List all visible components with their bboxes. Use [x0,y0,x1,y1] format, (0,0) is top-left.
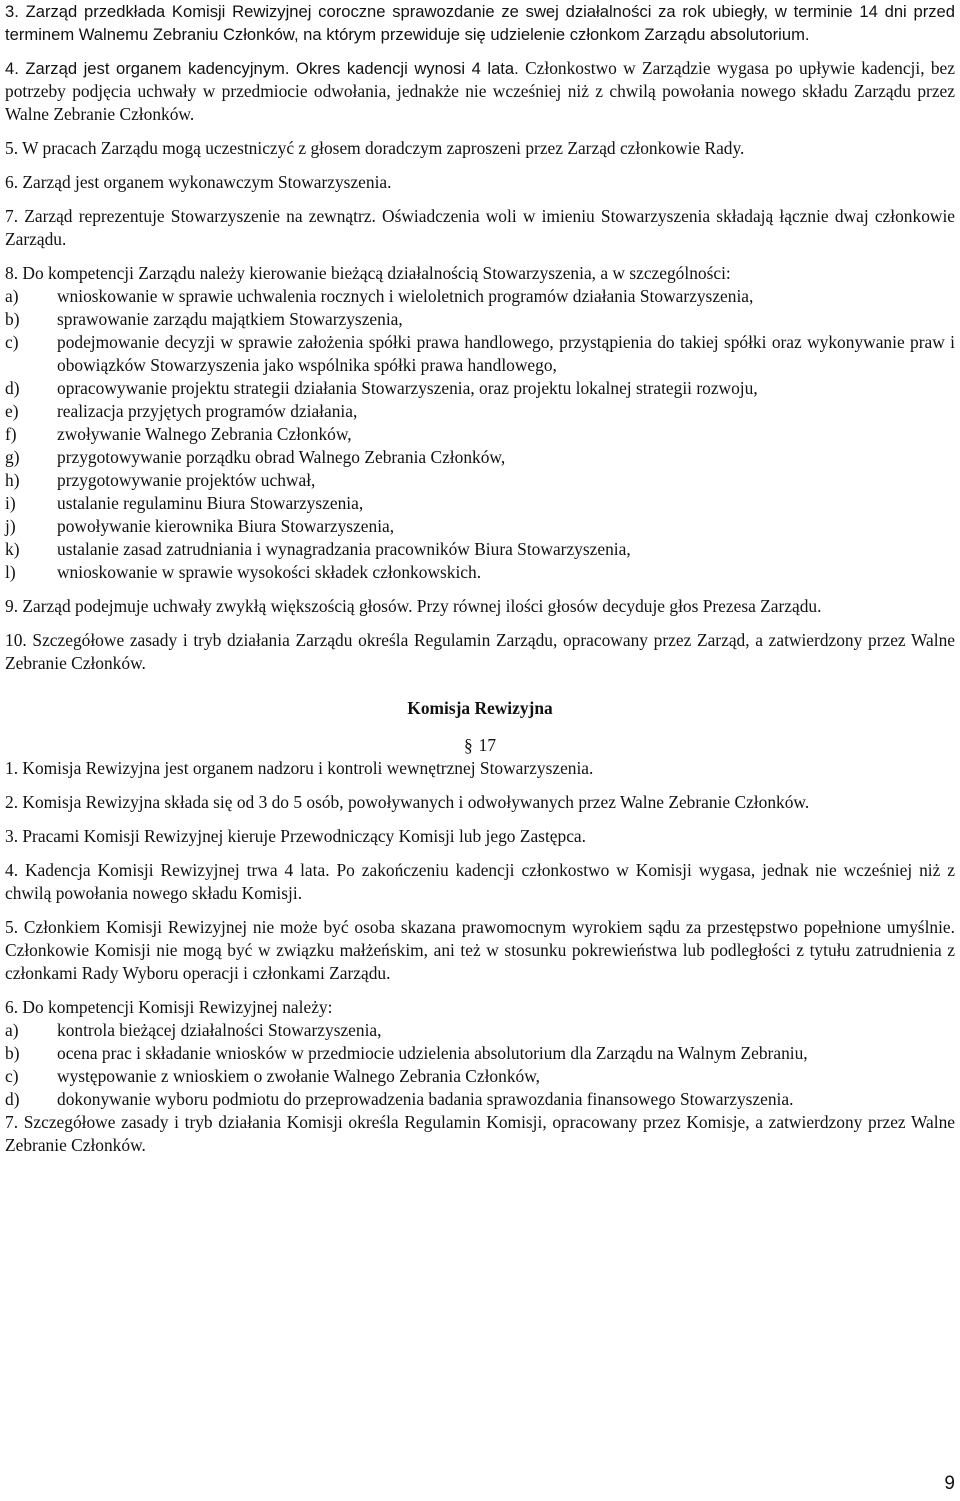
zarzad-competence-item [5,285,955,308]
zarzad-paragraph-5: 5. W pracach Zarządu mogą uczestniczyć z głosem doradczym zaproszeni przez Zarząd członkowie Rady. [5,138,745,158]
list-item-label: d) [5,378,20,398]
list-item-label: c) [5,332,19,352]
zarzad-competence-item [5,400,955,423]
list-item-label: k) [5,539,20,559]
zarzad-paragraph-9: 9. Zarząd podejmuje uchwały zwykłą większością głosów. Przy równej ilości głosów decyduje głos Prezesa Zarządu. [5,596,822,616]
komisja-competence-item [5,1088,955,1111]
list-item-text: opracowywanie projektu strategii działania Stowarzyszenia, oraz projektu lokalnej strategii rozwoju, [57,378,758,398]
list-item-text: sprawowanie zarządu majątkiem Stowarzyszenia, [57,309,403,329]
zarzad-competence-item [5,423,955,446]
komisja-paragraph-2: 2. Komisja Rewizyjna składa się od 3 do 5 osób, powoływanych i odwoływanych przez Walne Zebranie Członków. [5,792,810,812]
list-item-text: wnioskowanie w sprawie uchwalenia rocznych i wieloletnich programów działania Stowarzyszenia, [57,286,754,306]
komisja-paragraph-7: 7. Szczegółowe zasady i tryb działania Komisji określa Regulamin Komisji, opracowany przez Komisje, a zatwierdzony przez Walne Zebranie Członków. [5,1112,955,1155]
komisja-paragraph-5: 5. Członkiem Komisji Rewizyjnej nie może być osoba skazana prawomocnym wyrokiem sądu za przestępstwo popełnione umyślnie. Członkowie Komisji nie mogą być w związku małżeńskim, ani też w stosunku pokrewieństwa lub podległości z tytułu zatrudnienia z członkami Rady Wyboru operacji i członkami Zarządu. [5,917,955,983]
list-item-label: f) [5,424,17,444]
list-item-text: przygotowywanie porządku obrad Walnego Zebrania Członków, [57,447,506,467]
list-item-label: i) [5,493,16,513]
list-item-text: realizacja przyjętych programów działania, [57,401,358,421]
list-item-text: ustalanie zasad zatrudniania i wynagradzania pracowników Biura Stowarzyszenia, [57,539,631,559]
list-item-label: g) [5,447,20,467]
list-item-text: zwoływanie Walnego Zebrania Członków, [57,424,352,444]
zarzad-competence-item [5,446,955,469]
document-page [5,0,955,1157]
list-item-text: dokonywanie wyboru podmiotu do przeprowadzenia badania sprawozdania finansowego Stowarzyszenia. [57,1089,794,1109]
list-item-text: podejmowanie decyzji w sprawie założenia spółki prawa handlowego, przystąpienia do takiej spółki oraz wykonywanie praw i obowiązków Stowarzyszenia jako wspólnika spółki prawa handlowego, [57,332,955,375]
section-number: 17 [478,735,497,755]
zarzad-competence-item [5,515,955,538]
list-item-label: h) [5,470,20,490]
zarzad-paragraph-4-part2: Członkostwo w Zarządzie wygasa po upływie kadencji, bez potrzeby podjęcia uchwały w przedmiocie odwołania, jednakże nie wcześniej niż z chwilą powołania nowego składu Zarządu przez Walne Zebranie Członków. [5,58,955,124]
list-item-label: d) [5,1089,20,1109]
section-symbol: § [463,735,473,755]
list-item-label: a) [5,286,19,306]
komisja-paragraph-6-intro: 6. Do kompetencji Komisji Rewizyjnej należy: [5,997,333,1017]
zarzad-paragraph-7: 7. Zarząd reprezentuje Stowarzyszenie na zewnątrz. Oświadczenia woli w imieniu Stowarzyszenia składają łącznie dwaj członkowie Zarządu. [5,206,955,249]
zarzad-paragraph-6: 6. Zarząd jest organem wykonawczym Stowarzyszenia. [5,172,392,192]
zarzad-competence-item [5,492,955,515]
page-number: 9 [944,1473,955,1494]
zarzad-competence-item [5,308,955,331]
list-item-label: a) [5,1020,19,1040]
list-item-label: b) [5,1043,20,1063]
list-item-text: ustalanie regulaminu Biura Stowarzyszenia, [57,493,364,513]
zarzad-competence-item [5,561,955,584]
komisja-competence-item [5,1019,955,1042]
komisja-competence-item [5,1042,955,1065]
zarzad-paragraph-8-intro: 8. Do kompetencji Zarządu należy kierowanie bieżącą działalnością Stowarzyszenia, a w szczególności: [5,263,731,283]
list-item-text: ocena prac i składanie wniosków w przedmiocie udzielenia absolutorium dla Zarządu na Walnym Zebraniu, [57,1043,808,1063]
list-item-label: c) [5,1066,19,1086]
list-item-label: j) [5,516,16,536]
zarzad-competence-item [5,331,955,377]
list-item-label: e) [5,401,19,421]
zarzad-competence-list [5,285,955,584]
list-item-label: b) [5,309,20,329]
list-item-text: przygotowywanie projektów uchwał, [57,470,316,490]
list-item-text: występowanie z wnioskiem o zwołanie Walnego Zebrania Członków, [57,1066,540,1086]
list-item-text: kontrola bieżącej działalności Stowarzyszenia, [57,1020,382,1040]
zarzad-competence-item [5,538,955,561]
section-paragraph-marker [5,734,955,757]
zarzad-paragraph-4-part1: 4. Zarząd jest organem kadencyjnym. Okres kadencji wynosi 4 lata. [5,59,519,78]
komisja-paragraph-3: 3. Pracami Komisji Rewizyjnej kieruje Przewodniczący Komisji lub jego Zastępca. [5,826,586,846]
zarzad-paragraph-4 [5,57,955,126]
section-heading: Komisja Rewizyjna [407,698,553,718]
zarzad-paragraph-3: 3. Zarząd przedkłada Komisji Rewizyjnej coroczne sprawozdanie ze swej działalności za rok ubiegły, w terminie 14 dni przed terminem Walnemu Zebraniu Członków, na którym przewiduje się udzielenie członkom Zarządu absolutorium. [5,2,955,44]
komisja-competence-list [5,1019,955,1111]
zarzad-paragraph-10: 10. Szczegółowe zasady i tryb działania Zarządu określa Regulamin Zarządu, opracowany przez Zarząd, a zatwierdzony przez Walne Zebranie Członków. [5,630,955,673]
list-item-label: l) [5,562,16,582]
komisja-paragraph-4: 4. Kadencja Komisji Rewizyjnej trwa 4 lata. Po zakończeniu kadencji członkostwo w Komisji wygasa, jednak nie wcześniej niż z chwilą powołania nowego składu Komisji. [5,860,955,903]
list-item-text: powoływanie kierownika Biura Stowarzyszenia, [57,516,395,536]
komisja-paragraph-1: 1. Komisja Rewizyjna jest organem nadzoru i kontroli wewnętrznej Stowarzyszenia. [5,758,594,778]
komisja-competence-item [5,1065,955,1088]
zarzad-competence-item [5,377,955,400]
list-item-text: wnioskowanie w sprawie wysokości składek członkowskich. [57,562,482,582]
zarzad-competence-item [5,469,955,492]
